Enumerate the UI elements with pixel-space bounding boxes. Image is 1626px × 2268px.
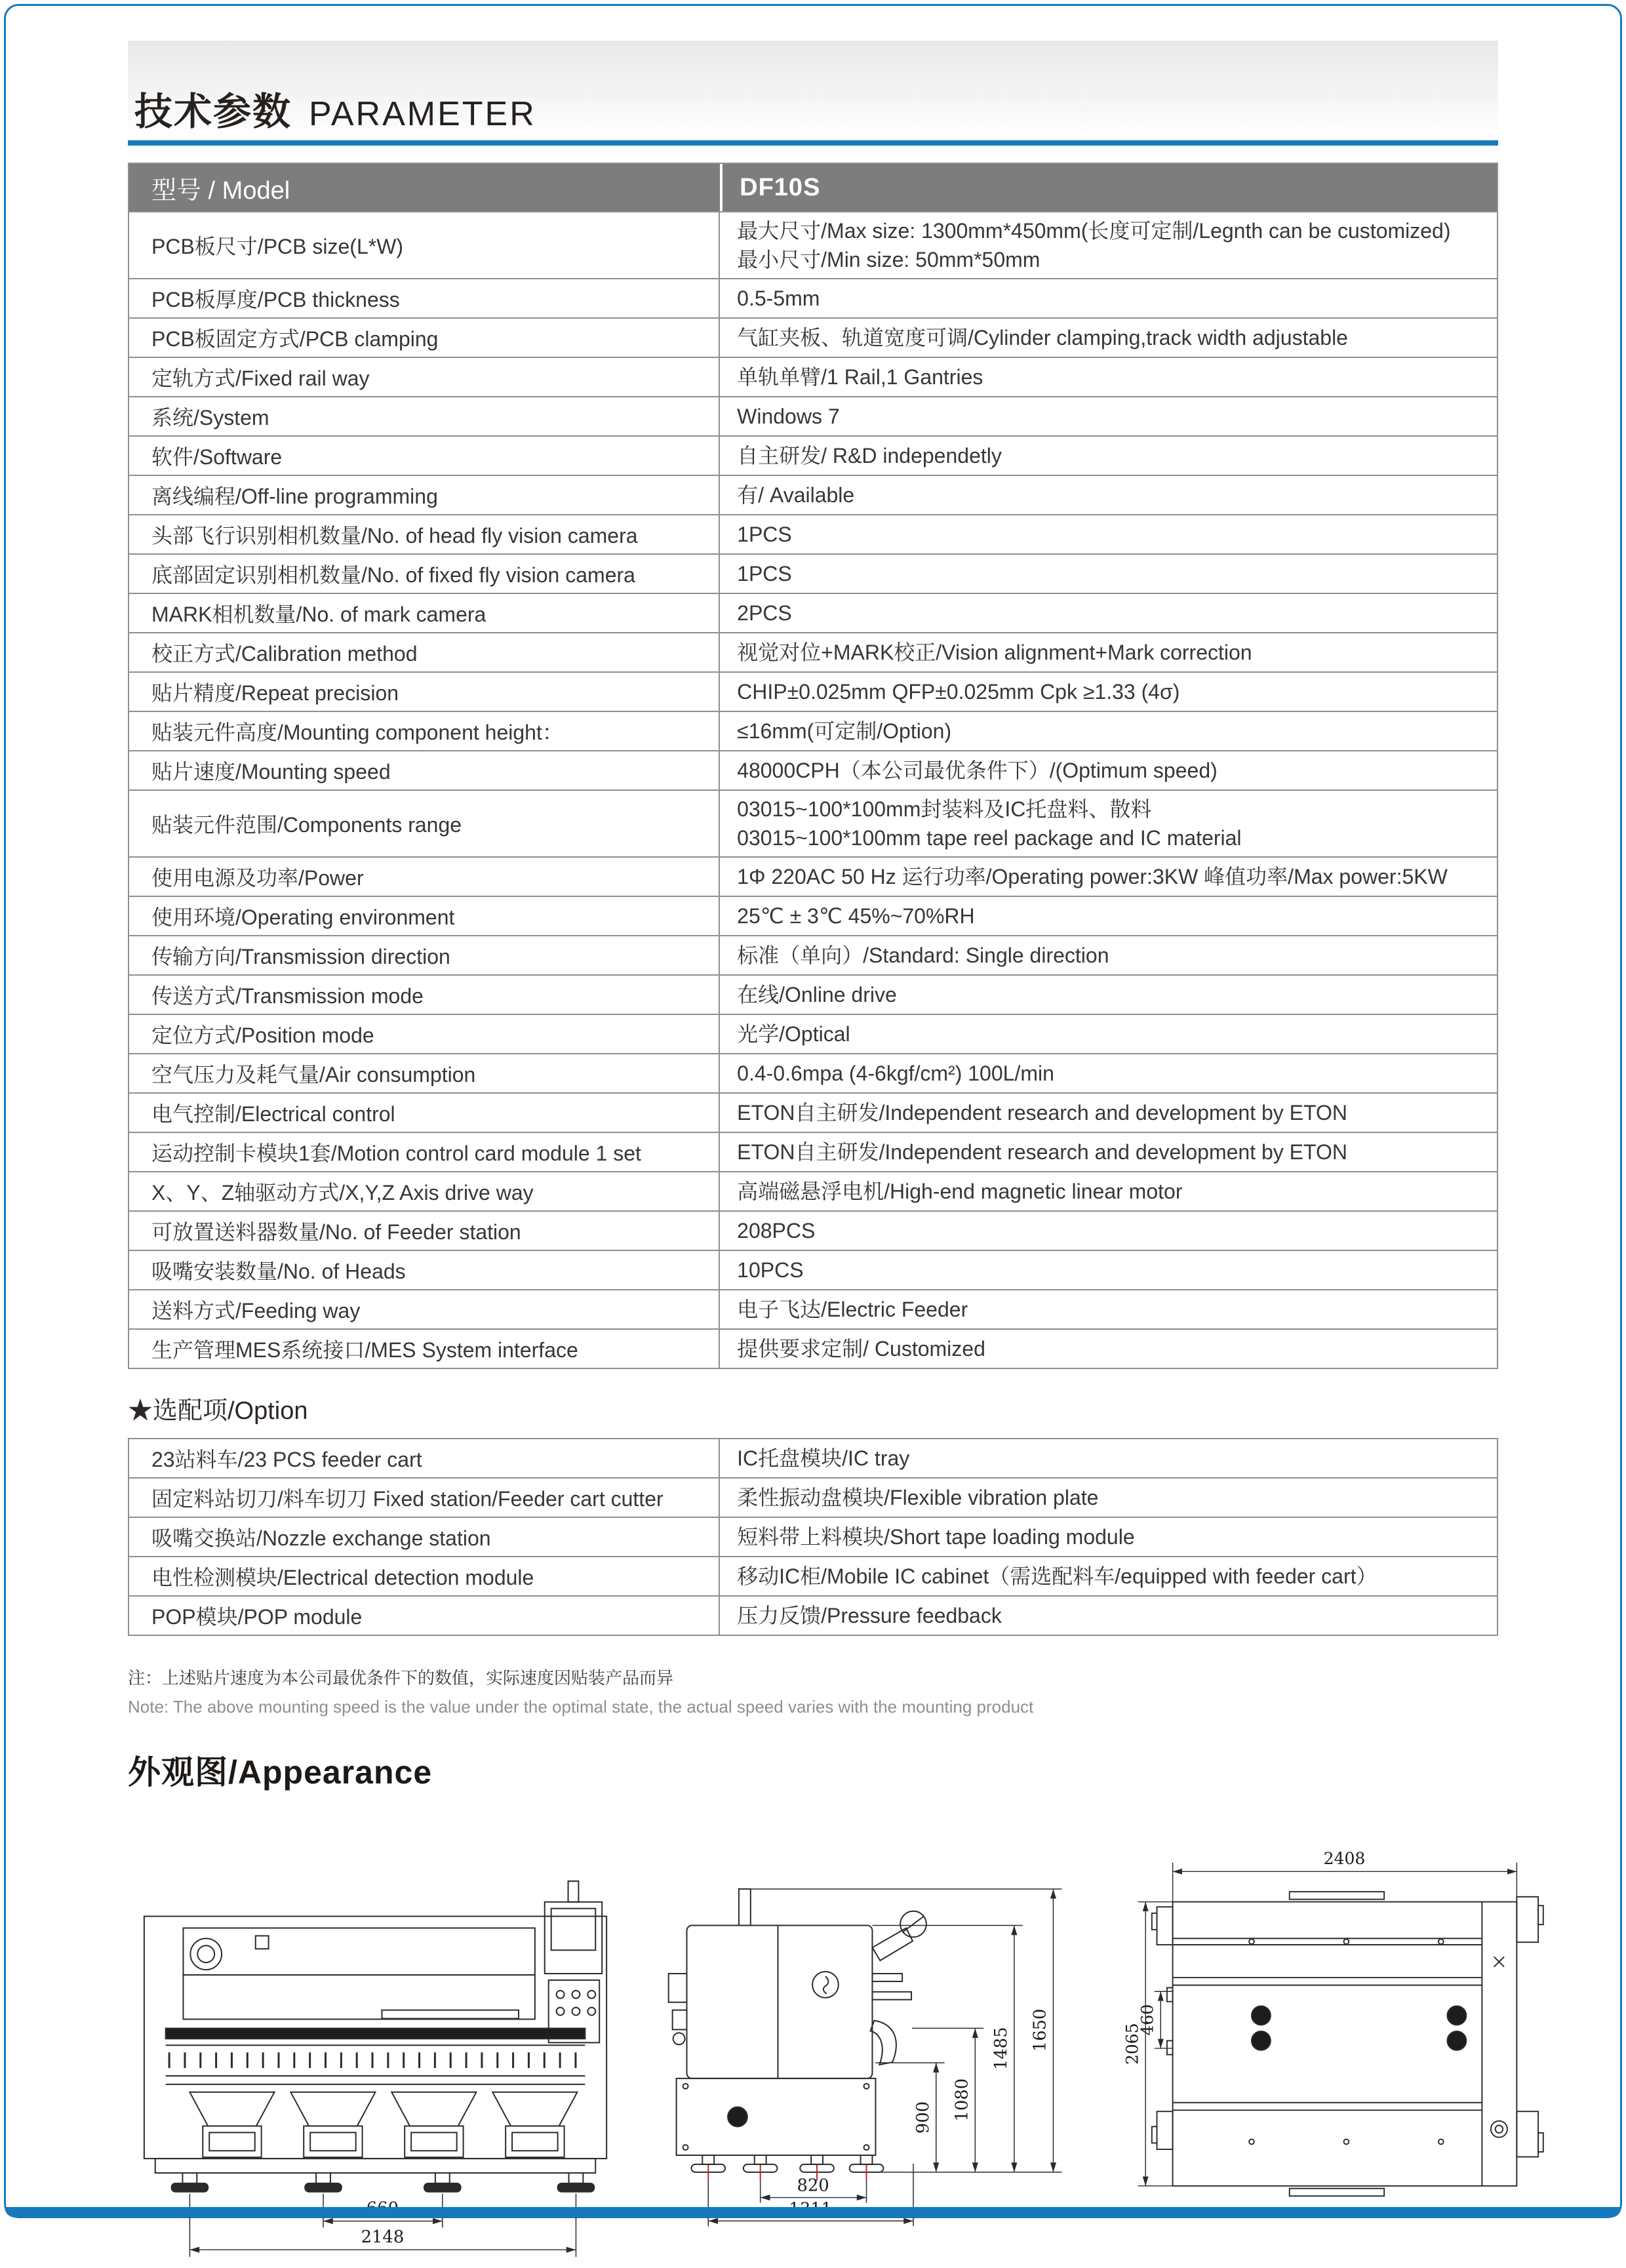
model-header-label: 型号 / Model — [151, 176, 290, 205]
dim-label-1650: 1650 — [1030, 2008, 1050, 2052]
spec-value-line: 有/ Available — [737, 483, 855, 507]
option-left-label: 固定料站切刀/料车切刀 Fixed station/Feeder cart cutter — [151, 1487, 664, 1511]
option-left-label: 吸嘴交换站/Nozzle exchange station — [151, 1526, 491, 1550]
spec-label: 使用环境/Operating environment — [151, 905, 455, 929]
spec-value-cell — [720, 437, 1497, 475]
spec-value-line: 1PCS — [737, 562, 792, 586]
spec-value-cell — [720, 594, 1497, 632]
spec-value-cell — [720, 1290, 1497, 1328]
top-view-drawing — [1113, 1826, 1542, 2268]
spec-row — [129, 632, 1497, 671]
spec-value-line: 10PCS — [737, 1258, 804, 1282]
option-row — [129, 1517, 1497, 1556]
spec-value-line: 03015~100*100mm封装料及IC托盘料、散料 — [737, 797, 1152, 821]
spec-value-line: 1Φ 220AC 50 Hz 运行功率/Operating power:3KW 峰值功率/Max power:5KW — [737, 865, 1448, 888]
spec-row — [129, 396, 1497, 435]
spec-value-line: 气缸夹板、轨道宽度可调/Cylinder clamping,track width adjustable — [737, 326, 1348, 349]
spec-label: 电气控制/Electrical control — [151, 1102, 395, 1126]
dim-label-900: 900 — [913, 2101, 933, 2134]
spec-row — [129, 1014, 1497, 1053]
spec-label: PCB板尺寸/PCB size(L*W) — [151, 235, 404, 258]
spec-row — [129, 317, 1497, 357]
spec-label: PCB板固定方式/PCB clamping — [151, 327, 439, 351]
appearance-title: 外观图/Appearance — [128, 1754, 433, 1791]
option-table-body — [129, 1439, 1497, 1635]
spec-value-cell — [720, 1133, 1497, 1171]
dim-label-820: 820 — [797, 2176, 829, 2196]
spec-value-line: ETON自主研发/Independent research and development by ETON — [737, 1140, 1347, 1164]
accent-underline — [128, 140, 1498, 146]
spec-label: 定位方式/Position mode — [151, 1024, 374, 1047]
spec-label: 空气压力及耗气量/Air consumption — [151, 1063, 476, 1086]
spec-label-cell — [129, 1133, 720, 1171]
spec-label: 送料方式/Feeding way — [151, 1299, 361, 1323]
spec-label: 吸嘴安装数量/No. of Heads — [151, 1260, 406, 1283]
spec-value-cell — [720, 712, 1497, 750]
spec-label: 校正方式/Calibration method — [151, 642, 418, 666]
spec-row — [129, 278, 1497, 317]
spec-row — [129, 711, 1497, 750]
spec-value-line: 电子飞达/Electric Feeder — [737, 1298, 968, 1321]
spec-label: 传送方式/Transmission mode — [151, 984, 424, 1008]
spec-label-cell — [129, 1330, 720, 1368]
spec-value-cell — [720, 1015, 1497, 1053]
spec-value-line: 1PCS — [737, 523, 792, 546]
option-right-label: 压力反馈/Pressure feedback — [737, 1604, 1002, 1627]
option-right-label: 短料带上料模块/Short tape loading module — [737, 1525, 1135, 1549]
spec-label: 系统/System — [151, 406, 269, 429]
spec-row — [129, 1210, 1497, 1250]
spec-row — [129, 553, 1497, 593]
spec-row — [129, 475, 1497, 514]
spec-row — [129, 593, 1497, 632]
spec-row — [129, 974, 1497, 1014]
spec-value-cell — [720, 476, 1497, 514]
spec-label-cell — [129, 1054, 720, 1092]
spec-value-line: 2PCS — [737, 601, 792, 625]
spec-value-line: 25℃ ± 3℃ 45%~70%RH — [737, 904, 975, 928]
spec-value-line: 最大尺寸/Max size: 1300mm*450mm(长度可定制/Legnth can be customized) — [737, 219, 1451, 243]
option-left-cell — [129, 1439, 720, 1477]
spec-label-cell — [129, 633, 720, 671]
spec-label: 使用电源及功率/Power — [151, 866, 364, 890]
spec-value-cell — [720, 1054, 1497, 1092]
footnote — [128, 1665, 1498, 1717]
spec-value-cell — [720, 279, 1497, 317]
spec-label-cell — [129, 1290, 720, 1328]
spec-value-line: CHIP±0.025mm QFP±0.025mm Cpk ≥1.33 (4σ) — [737, 680, 1180, 704]
option-row — [129, 1439, 1497, 1477]
spec-label-cell — [129, 594, 720, 632]
spec-row — [129, 750, 1497, 789]
spec-label: 传输方向/Transmission direction — [151, 945, 450, 968]
spec-value-cell — [720, 936, 1497, 974]
page-content — [128, 0, 1498, 2268]
spec-value-line: 视觉对位+MARK校正/Vision alignment+Mark correction — [737, 641, 1252, 664]
dim-label-1080: 1080 — [952, 2078, 972, 2122]
spec-row — [129, 514, 1497, 553]
dim-label-2408: 2408 — [1323, 1848, 1366, 1868]
spec-label: 底部固定识别相机数量/No. of fixed fly vision camera — [151, 563, 635, 587]
spec-label-cell — [129, 712, 720, 750]
spec-label: 定轨方式/Fixed rail way — [151, 367, 370, 390]
model-value-cell — [723, 164, 1497, 211]
spec-label: X、Y、Z轴驱动方式/X,Y,Z Axis drive way — [151, 1181, 534, 1204]
dim-label-460: 460 — [1138, 2004, 1157, 2036]
option-right-cell — [720, 1439, 1497, 1477]
spec-label-cell — [129, 791, 720, 856]
spec-label: 贴装元件高度/Mounting component height： — [151, 721, 563, 744]
spec-row — [129, 1092, 1497, 1132]
spec-row — [129, 935, 1497, 974]
footnote-zh: 注：上述贴片速度为本公司最优条件下的数值，实际速度因贴装产品而异 — [128, 1668, 674, 1688]
spec-value-line: Windows 7 — [737, 405, 840, 428]
option-right-label: 柔性振动盘模块/Flexible vibration plate — [737, 1486, 1099, 1509]
spec-label-cell — [129, 1094, 720, 1132]
dim-label-1485: 1485 — [991, 2027, 1011, 2071]
option-left-cell — [129, 1518, 720, 1556]
spec-row — [129, 1250, 1497, 1289]
appearance-drawings — [128, 1826, 1498, 2268]
spec-label-cell — [129, 1172, 720, 1210]
spec-label-cell — [129, 476, 720, 514]
spec-label-cell — [129, 673, 720, 711]
bottom-accent-bar — [5, 2207, 1621, 2218]
spec-table-body — [129, 211, 1497, 1368]
spec-value-line: 光学/Optical — [737, 1022, 850, 1046]
spec-row — [129, 1171, 1497, 1210]
spec-row — [129, 856, 1497, 896]
spec-label-cell — [129, 397, 720, 435]
option-table — [128, 1438, 1498, 1636]
spec-value-cell — [720, 976, 1497, 1014]
spec-value-cell — [720, 751, 1497, 789]
spec-row — [129, 1289, 1497, 1328]
option-row — [129, 1556, 1497, 1595]
option-right-cell — [720, 1557, 1497, 1595]
spec-row — [129, 1053, 1497, 1092]
option-right-label: IC托盘模块/IC tray — [737, 1446, 910, 1470]
option-right-cell — [720, 1479, 1497, 1517]
option-left-cell — [129, 1479, 720, 1517]
spec-value-line: 0.5-5mm — [737, 287, 820, 310]
spec-label: 贴片速度/Mounting speed — [151, 760, 391, 784]
spec-value-cell — [720, 358, 1497, 396]
spec-label-cell — [129, 437, 720, 475]
spec-value-cell — [720, 555, 1497, 593]
option-left-label: 23站料车/23 PCS feeder cart — [151, 1448, 422, 1471]
spec-label-cell — [129, 897, 720, 935]
spec-value-line: ETON自主研发/Independent research and development by ETON — [737, 1101, 1347, 1124]
spec-value-cell — [720, 212, 1497, 278]
spec-value-line: 在线/Online drive — [737, 983, 897, 1006]
spec-label-cell — [129, 936, 720, 974]
spec-value-cell — [720, 633, 1497, 671]
option-left-cell — [129, 1597, 720, 1635]
spec-table — [128, 163, 1498, 1369]
spec-value-cell — [720, 858, 1497, 896]
spec-label: 贴片精度/Repeat precision — [151, 681, 399, 705]
spec-value-line: 208PCS — [737, 1219, 816, 1243]
spec-value-line: ≤16mm(可定制/Option) — [737, 719, 952, 743]
spec-label-cell — [129, 555, 720, 593]
header-band — [128, 41, 1498, 140]
spec-row — [129, 896, 1497, 935]
spec-value-line: 48000CPH（本公司最优条件下）/(Optimum speed) — [737, 759, 1218, 782]
spec-value-cell — [720, 1212, 1497, 1250]
spec-label-cell — [129, 319, 720, 357]
spec-label-cell — [129, 515, 720, 553]
footnote-en: Note: The above mounting speed is the value under the optimal state, the actual speed varies with the mounting product — [128, 1697, 1034, 1717]
option-left-label: 电性检测模块/Electrical detection module — [151, 1566, 534, 1589]
spec-label: 运动控制卡模块1套/Motion control card module 1 set — [151, 1142, 641, 1165]
spec-value-line: 单轨单臂/1 Rail,1 Gantries — [737, 365, 983, 389]
spec-label: 头部飞行识别相机数量/No. of head fly vision camera — [151, 524, 638, 547]
spec-row — [129, 357, 1497, 396]
spec-label: MARK相机数量/No. of mark camera — [151, 603, 486, 626]
spec-value-cell — [720, 319, 1497, 357]
spec-label-cell — [129, 279, 720, 317]
spec-label: 可放置送料器数量/No. of Feeder station — [151, 1220, 521, 1244]
spec-table-header-row — [129, 164, 1497, 211]
option-row — [129, 1595, 1497, 1635]
spec-label-cell — [129, 751, 720, 789]
spec-value-line: 0.4-0.6mpa (4-6kgf/cm²) 100L/min — [737, 1062, 1054, 1085]
dim-label-2065: 2065 — [1122, 2023, 1142, 2065]
option-right-label: 移动IC柜/Mobile IC cabinet（需选配料车/equipped with feeder cart） — [737, 1564, 1378, 1588]
spec-label: PCB板厚度/PCB thickness — [151, 288, 400, 311]
option-section-title: ★选配项/Option — [128, 1397, 308, 1425]
spec-value-cell — [720, 673, 1497, 711]
spec-label-cell — [129, 976, 720, 1014]
spec-value-cell — [720, 1251, 1497, 1289]
dim-label-2148: 2148 — [361, 2227, 405, 2248]
spec-label-cell — [129, 1015, 720, 1053]
spec-row — [129, 1328, 1497, 1368]
spec-value-cell — [720, 1330, 1497, 1368]
spec-value-cell — [720, 791, 1497, 856]
spec-label-cell — [129, 212, 720, 278]
spec-label: 离线编程/Off-line programming — [151, 485, 438, 508]
logo-mark — [823, 1976, 829, 1994]
spec-value-line: 自主研发/ R&D independetly — [737, 444, 1002, 468]
spec-row — [129, 211, 1497, 278]
model-header-cell — [129, 164, 720, 211]
spec-value-cell — [720, 1094, 1497, 1132]
spec-label: 贴装元件范围/Components range — [151, 813, 462, 837]
option-right-cell — [720, 1518, 1497, 1556]
spec-label-cell — [129, 1212, 720, 1250]
page-title-zh: 技术参数 — [134, 90, 292, 133]
spec-label-cell — [129, 358, 720, 396]
option-left-label: POP模块/POP module — [151, 1605, 363, 1629]
page-title-en: PARAMETER — [309, 95, 536, 133]
spec-label-cell — [129, 1251, 720, 1289]
spec-value-line: 提供要求定制/ Customized — [737, 1337, 985, 1361]
spec-row — [129, 435, 1497, 475]
option-right-cell — [720, 1597, 1497, 1635]
spec-value-cell — [720, 515, 1497, 553]
spec-value-cell — [720, 397, 1497, 435]
spec-value-line: 最小尺寸/Min size: 50mm*50mm — [737, 248, 1041, 271]
spec-label: 软件/Software — [151, 445, 283, 469]
model-value-label: DF10S — [740, 173, 821, 201]
spec-label-cell — [129, 858, 720, 896]
option-row — [129, 1477, 1497, 1517]
spec-row — [129, 789, 1497, 856]
spec-row — [129, 1132, 1497, 1171]
spec-value-line: 标准（单向）/Standard: Single direction — [737, 944, 1109, 967]
spec-value-line: 高端磁悬浮电机/High-end magnetic linear motor — [737, 1180, 1183, 1203]
spec-label: 生产管理MES系统接口/MES System interface — [151, 1338, 578, 1362]
option-left-cell — [129, 1557, 720, 1595]
spec-value-cell — [720, 1172, 1497, 1210]
spec-value-cell — [720, 897, 1497, 935]
spec-row — [129, 671, 1497, 711]
spec-value-line: 03015~100*100mm tape reel package and IC material — [737, 826, 1242, 850]
